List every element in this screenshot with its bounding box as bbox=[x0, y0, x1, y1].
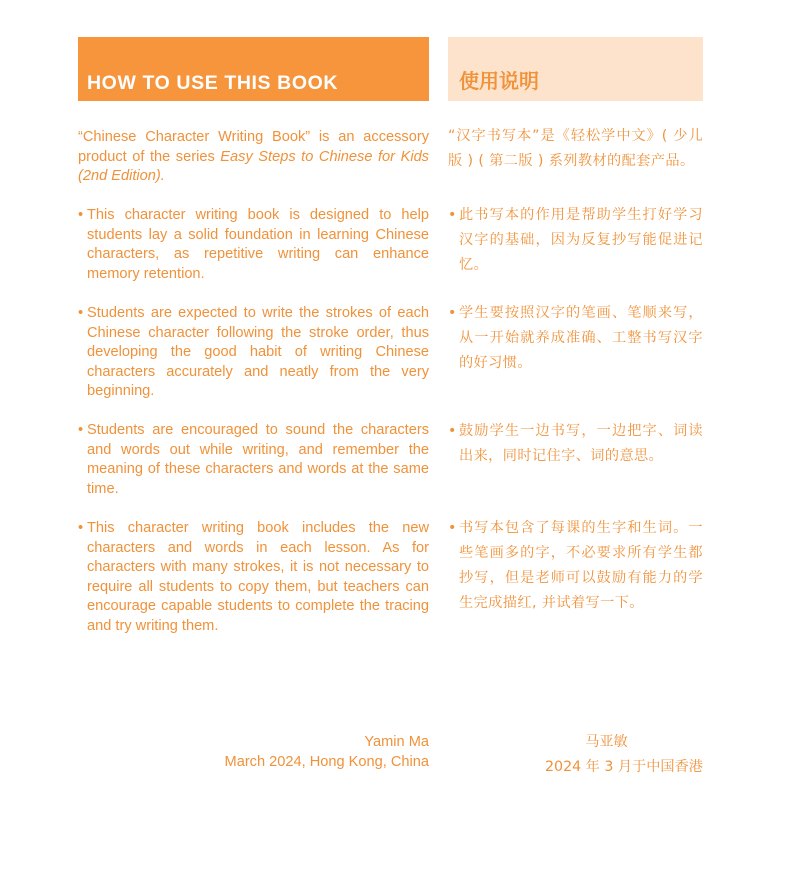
chinese-bullet-text: 学生要按照汉字的笔画、笔顺来写，从一开始就养成准确、工整书写汉字的好习惯。 bbox=[459, 305, 703, 371]
english-bullet-1 bbox=[78, 206, 429, 284]
chinese-bullet-1 bbox=[448, 203, 703, 278]
bullet-marker: • bbox=[448, 423, 457, 439]
english-bullet-text: Students are encouraged to sound the characters and words out while writing, and remember the meaning of these characters and words at the same time. bbox=[87, 422, 429, 497]
chinese-heading-bar bbox=[448, 37, 703, 101]
english-heading-bar bbox=[78, 37, 429, 101]
chinese-signature bbox=[448, 730, 703, 780]
english-bullet-text: This character writing book is designed to help students lay a solid foundation in learning Chinese characters, as repetitive writing can enhance memory retention. bbox=[87, 207, 429, 282]
chinese-bullet-4 bbox=[448, 516, 703, 616]
author-name: Yamin Ma bbox=[364, 734, 429, 750]
chinese-bullet-text: 鼓励学生一边书写，一边把字、词读出来，同时记住字、词的意思。 bbox=[459, 423, 703, 464]
bullet-marker: • bbox=[448, 305, 457, 321]
english-intro-text: “Chinese Character Writing Book” is an accessory product of the series bbox=[78, 129, 429, 165]
bullet-marker: • bbox=[78, 520, 84, 536]
bullet-marker: • bbox=[448, 207, 457, 223]
author-name-zh: 马亚敏 bbox=[585, 734, 628, 750]
english-bullet-3 bbox=[78, 421, 429, 499]
english-column bbox=[78, 37, 429, 770]
english-bullet-2 bbox=[78, 304, 429, 402]
chinese-heading: 使用说明 bbox=[459, 69, 539, 93]
chinese-bullet-3 bbox=[448, 419, 703, 469]
date-place: March 2024, Hong Kong, China bbox=[224, 754, 429, 770]
chinese-bullet-text: 书写本包含了每课的生字和生词。一些笔画多的字，不必要求所有学生都抄写，但是老师可以鼓励有能力的学生完成描红, 并试着写一下。 bbox=[459, 520, 703, 611]
english-bullet-text: This character writing book includes the new characters and words in each lesson. As for characters with many strokes, it is not necessary to require all students to copy them, but teachers can encourage capable students to complete the tracing and try writing them. bbox=[87, 520, 429, 634]
date-place-zh: 2024 年 3 月于中国香港 bbox=[545, 759, 703, 775]
english-heading: HOW TO USE THIS BOOK bbox=[87, 72, 339, 94]
chinese-intro: “汉字书写本”是《轻松学中文》( 少儿版 ) ( 第二版 ) 系列教材的配套产品。 bbox=[448, 128, 703, 169]
chinese-bullet-text: 此书写本的作用是帮助学生打好学习汉字的基础，因为反复抄写能促进记忆。 bbox=[459, 207, 703, 273]
bullet-marker: • bbox=[78, 422, 84, 438]
english-signature bbox=[78, 732, 429, 772]
chinese-column bbox=[448, 37, 703, 775]
bullet-marker: • bbox=[78, 305, 84, 321]
bullet-marker: • bbox=[78, 207, 84, 223]
bullet-marker: • bbox=[448, 520, 457, 536]
english-bullet-4 bbox=[78, 519, 429, 637]
series-title: Easy Steps to Chinese for Kids (2nd Edition). bbox=[78, 148, 429, 185]
english-bullet-text: Students are expected to write the strokes of each Chinese character following the stroke order, thus developing the good habit of writing Chinese characters accurately and neatly from the very beginning. bbox=[87, 305, 429, 400]
english-intro bbox=[78, 128, 429, 187]
chinese-bullet-2 bbox=[448, 301, 703, 376]
